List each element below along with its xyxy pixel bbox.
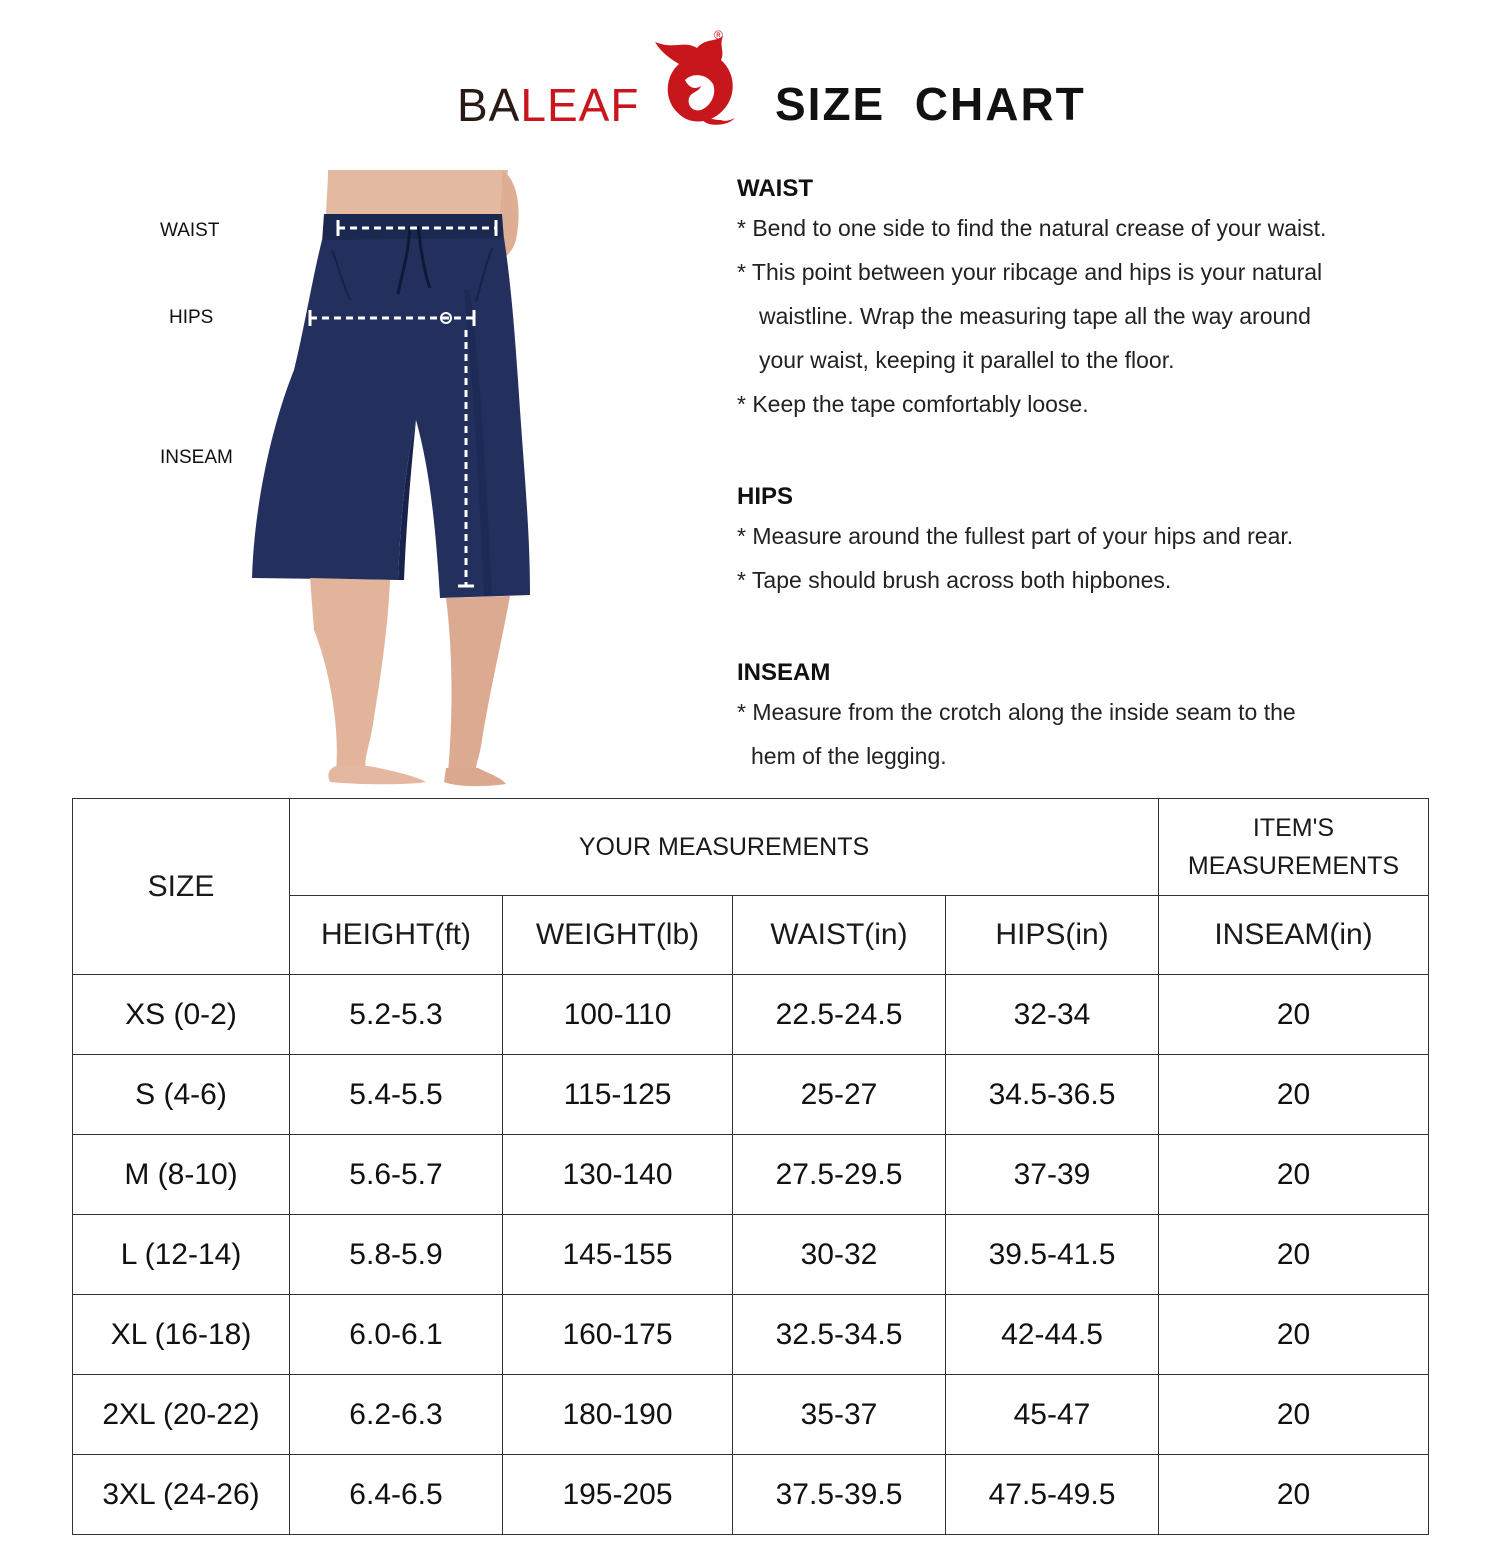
guide-section-hips	[737, 480, 1457, 602]
guide-section-inseam	[737, 656, 1457, 778]
table-cell: 5.4-5.5	[290, 1055, 503, 1135]
figure-label-hips: HIPS	[169, 307, 214, 328]
table-cell: 6.2-6.3	[290, 1375, 503, 1455]
table-cell: 37-39	[946, 1135, 1159, 1215]
table-cell: 180-190	[503, 1375, 733, 1455]
column-header: WEIGHT(lb)	[503, 896, 733, 975]
table-cell: 160-175	[503, 1295, 733, 1375]
guide-line: hem of the legging.	[751, 743, 947, 769]
guide-line: * Measure from the crotch along the inside seam to the	[737, 699, 1296, 725]
table-cell: 22.5-24.5	[733, 975, 946, 1055]
table-cell: 42-44.5	[946, 1295, 1159, 1375]
table-cell: 25-27	[733, 1055, 946, 1135]
table-cell: 39.5-41.5	[946, 1215, 1159, 1295]
table-row	[73, 1055, 1429, 1135]
size-cell: L (12-14)	[73, 1215, 290, 1295]
table-cell: 130-140	[503, 1135, 733, 1215]
brand-prefix: BA	[457, 79, 521, 131]
size-table	[72, 798, 1429, 1535]
your-measurements-header: YOUR MEASUREMENTS	[290, 799, 1159, 896]
column-header: INSEAM(in)	[1159, 896, 1429, 975]
registered-mark: ®	[714, 28, 723, 42]
table-row	[73, 1375, 1429, 1455]
brand-suffix: LEAF	[520, 79, 640, 131]
table-cell: 145-155	[503, 1215, 733, 1295]
model-capri-pants-image	[240, 170, 580, 790]
column-header: HIPS(in)	[946, 896, 1159, 975]
guide-line: * This point between your ribcage and hips is your natural	[737, 259, 1323, 285]
table-cell: 32-34	[946, 975, 1159, 1055]
figure-label-inseam: INSEAM	[160, 447, 233, 468]
size-cell: S (4-6)	[73, 1055, 290, 1135]
guide-line: * Bend to one side to find the natural crease of your waist.	[737, 215, 1327, 241]
table-cell: 20	[1159, 1215, 1429, 1295]
items-header-line: MEASUREMENTS	[1187, 852, 1400, 880]
page-title: SIZE CHART	[775, 78, 1086, 130]
table-cell: 6.0-6.1	[290, 1295, 503, 1375]
table-cell: 20	[1159, 975, 1429, 1055]
guide-heading-hips: HIPS	[737, 483, 794, 510]
table-row	[73, 1455, 1429, 1535]
guide-line: * Keep the tape comfortably loose.	[737, 391, 1089, 417]
items-header-line: ITEM'S	[1252, 814, 1335, 842]
column-header: HEIGHT(ft)	[290, 896, 503, 975]
guide-line: waistline. Wrap the measuring tape all the way around	[759, 303, 1311, 329]
size-table-body	[73, 975, 1429, 1535]
size-cell: M (8-10)	[73, 1135, 290, 1215]
figure-label-waist: WAIST	[160, 220, 220, 241]
table-cell: 195-205	[503, 1455, 733, 1535]
table-cell: 35-37	[733, 1375, 946, 1455]
guide-line: * Tape should brush across both hipbones.	[737, 567, 1172, 593]
table-cell: 20	[1159, 1055, 1429, 1135]
table-cell: 20	[1159, 1295, 1429, 1375]
measurement-figure	[150, 170, 570, 790]
brand-wordmark	[457, 78, 639, 132]
size-cell: 3XL (24-26)	[73, 1455, 290, 1535]
table-cell: 45-47	[946, 1375, 1159, 1455]
table-row	[73, 1295, 1429, 1375]
table-cell: 20	[1159, 1455, 1429, 1535]
size-cell: 2XL (20-22)	[73, 1375, 290, 1455]
table-cell: 100-110	[503, 975, 733, 1055]
table-row	[73, 1135, 1429, 1215]
flame-leaf-logo-icon	[645, 30, 745, 130]
table-cell: 20	[1159, 1135, 1429, 1215]
items-measurements-header	[1159, 799, 1429, 896]
guide-section-waist	[737, 172, 1457, 426]
table-cell: 5.2-5.3	[290, 975, 503, 1055]
guide-heading-inseam: INSEAM	[737, 659, 831, 686]
table-cell: 47.5-49.5	[946, 1455, 1159, 1535]
guide-line: * Measure around the fullest part of your hips and rear.	[737, 523, 1294, 549]
table-cell: 34.5-36.5	[946, 1055, 1159, 1135]
guide-line: your waist, keeping it parallel to the floor.	[759, 347, 1175, 373]
header	[0, 0, 1500, 160]
table-cell: 5.8-5.9	[290, 1215, 503, 1295]
table-cell: 27.5-29.5	[733, 1135, 946, 1215]
table-row	[73, 1215, 1429, 1295]
table-cell: 32.5-34.5	[733, 1295, 946, 1375]
table-cell: 115-125	[503, 1055, 733, 1135]
table-cell: 6.4-6.5	[290, 1455, 503, 1535]
table-cell: 37.5-39.5	[733, 1455, 946, 1535]
table-cell: 5.6-5.7	[290, 1135, 503, 1215]
guide-heading-waist: WAIST	[737, 175, 813, 202]
size-cell: XL (16-18)	[73, 1295, 290, 1375]
size-cell: XS (0-2)	[73, 975, 290, 1055]
table-row	[73, 975, 1429, 1055]
table-cell: 20	[1159, 1375, 1429, 1455]
table-cell: 30-32	[733, 1215, 946, 1295]
column-header: WAIST(in)	[733, 896, 946, 975]
size-column-header: SIZE	[73, 799, 290, 975]
